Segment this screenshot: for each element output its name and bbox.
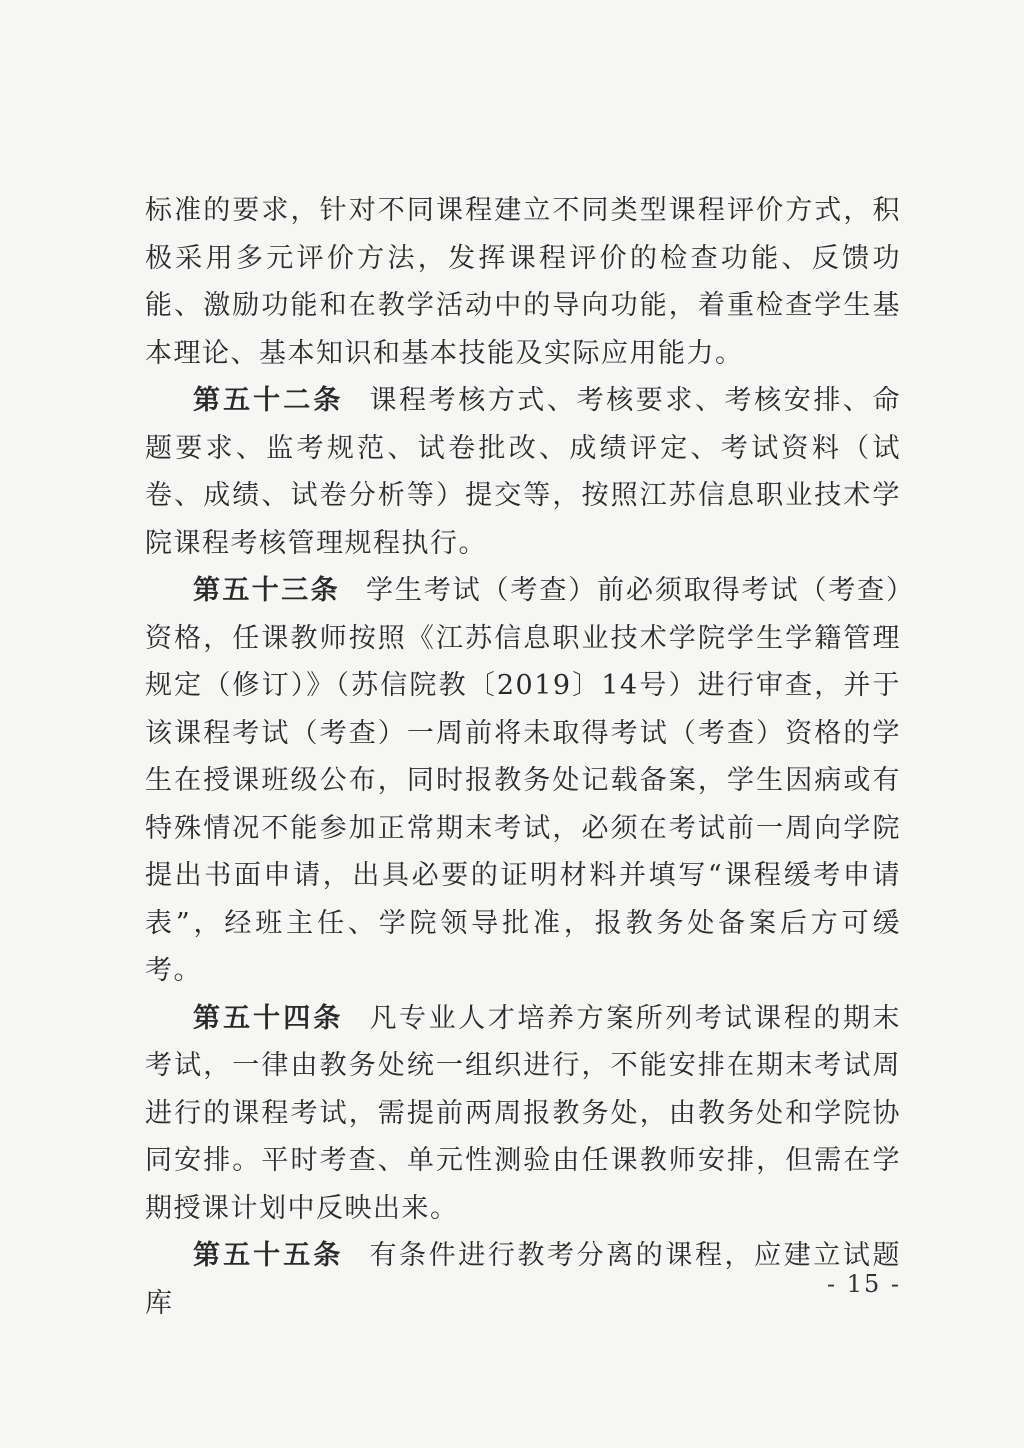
article-title: 第五十四条 [193,1002,344,1034]
article-text: 学生考试（考查）前必须取得考试（考查）资格，任课教师按照《江苏信息职业技术学院学生学籍管理规定（修订）》（苏信院教〔2019〕14号）进行审查，并于该课程考试（考查）一周前将未取得考试（考查）资格的学生在授课班级公布，同时报教务处记载备案，学生因病或有特殊情况不能参加正常期末考试，必须在考试前一周向学院提出书面申请，出具必要的证明材料并填写“课程缓考申请表”，经班主任、学院领导批准，报教务处备案后方可缓考。 [145,575,902,986]
article-52 [145,377,901,567]
article-title: 第五十三条 [193,575,340,606]
article-text: 有条件进行教考分离的课程，应建立试题库 [145,1240,902,1319]
document-body [145,187,901,1327]
paragraph-continuation [145,187,901,377]
article-text: 凡专业人才培养方案所列考试课程的期末考试，一律由教务处统一组织进行，不能安排在期末考试周进行的课程考试，需提前两周报教务处，由教务处和学院协同安排。平时考查、单元性测验由任课教师安排，但需在学期授课计划中反映出来。 [145,1002,902,1224]
article-title: 第五十二条 [193,385,344,416]
article-53 [145,567,901,995]
page-number: - 15 - [827,1270,902,1298]
paragraph-text: 标准的要求，针对不同课程建立不同类型课程评价方式，积极采用多元评价方法，发挥课程评价的检查功能、反馈功能、激励功能和在教学活动中的导向功能，着重检查学生基本理论、基本知识和基本技能及实际应用能力。 [145,195,901,369]
article-title: 第五十五条 [193,1240,344,1271]
article-54 [145,995,901,1233]
article-55 [145,1232,901,1327]
article-text: 课程考核方式、考核要求、考核安排、命题要求、监考规范、试卷批改、成绩评定、考试资料（试卷、成绩、试卷分析等）提交等，按照江苏信息职业技术学院课程考核管理规程执行。 [145,385,902,559]
